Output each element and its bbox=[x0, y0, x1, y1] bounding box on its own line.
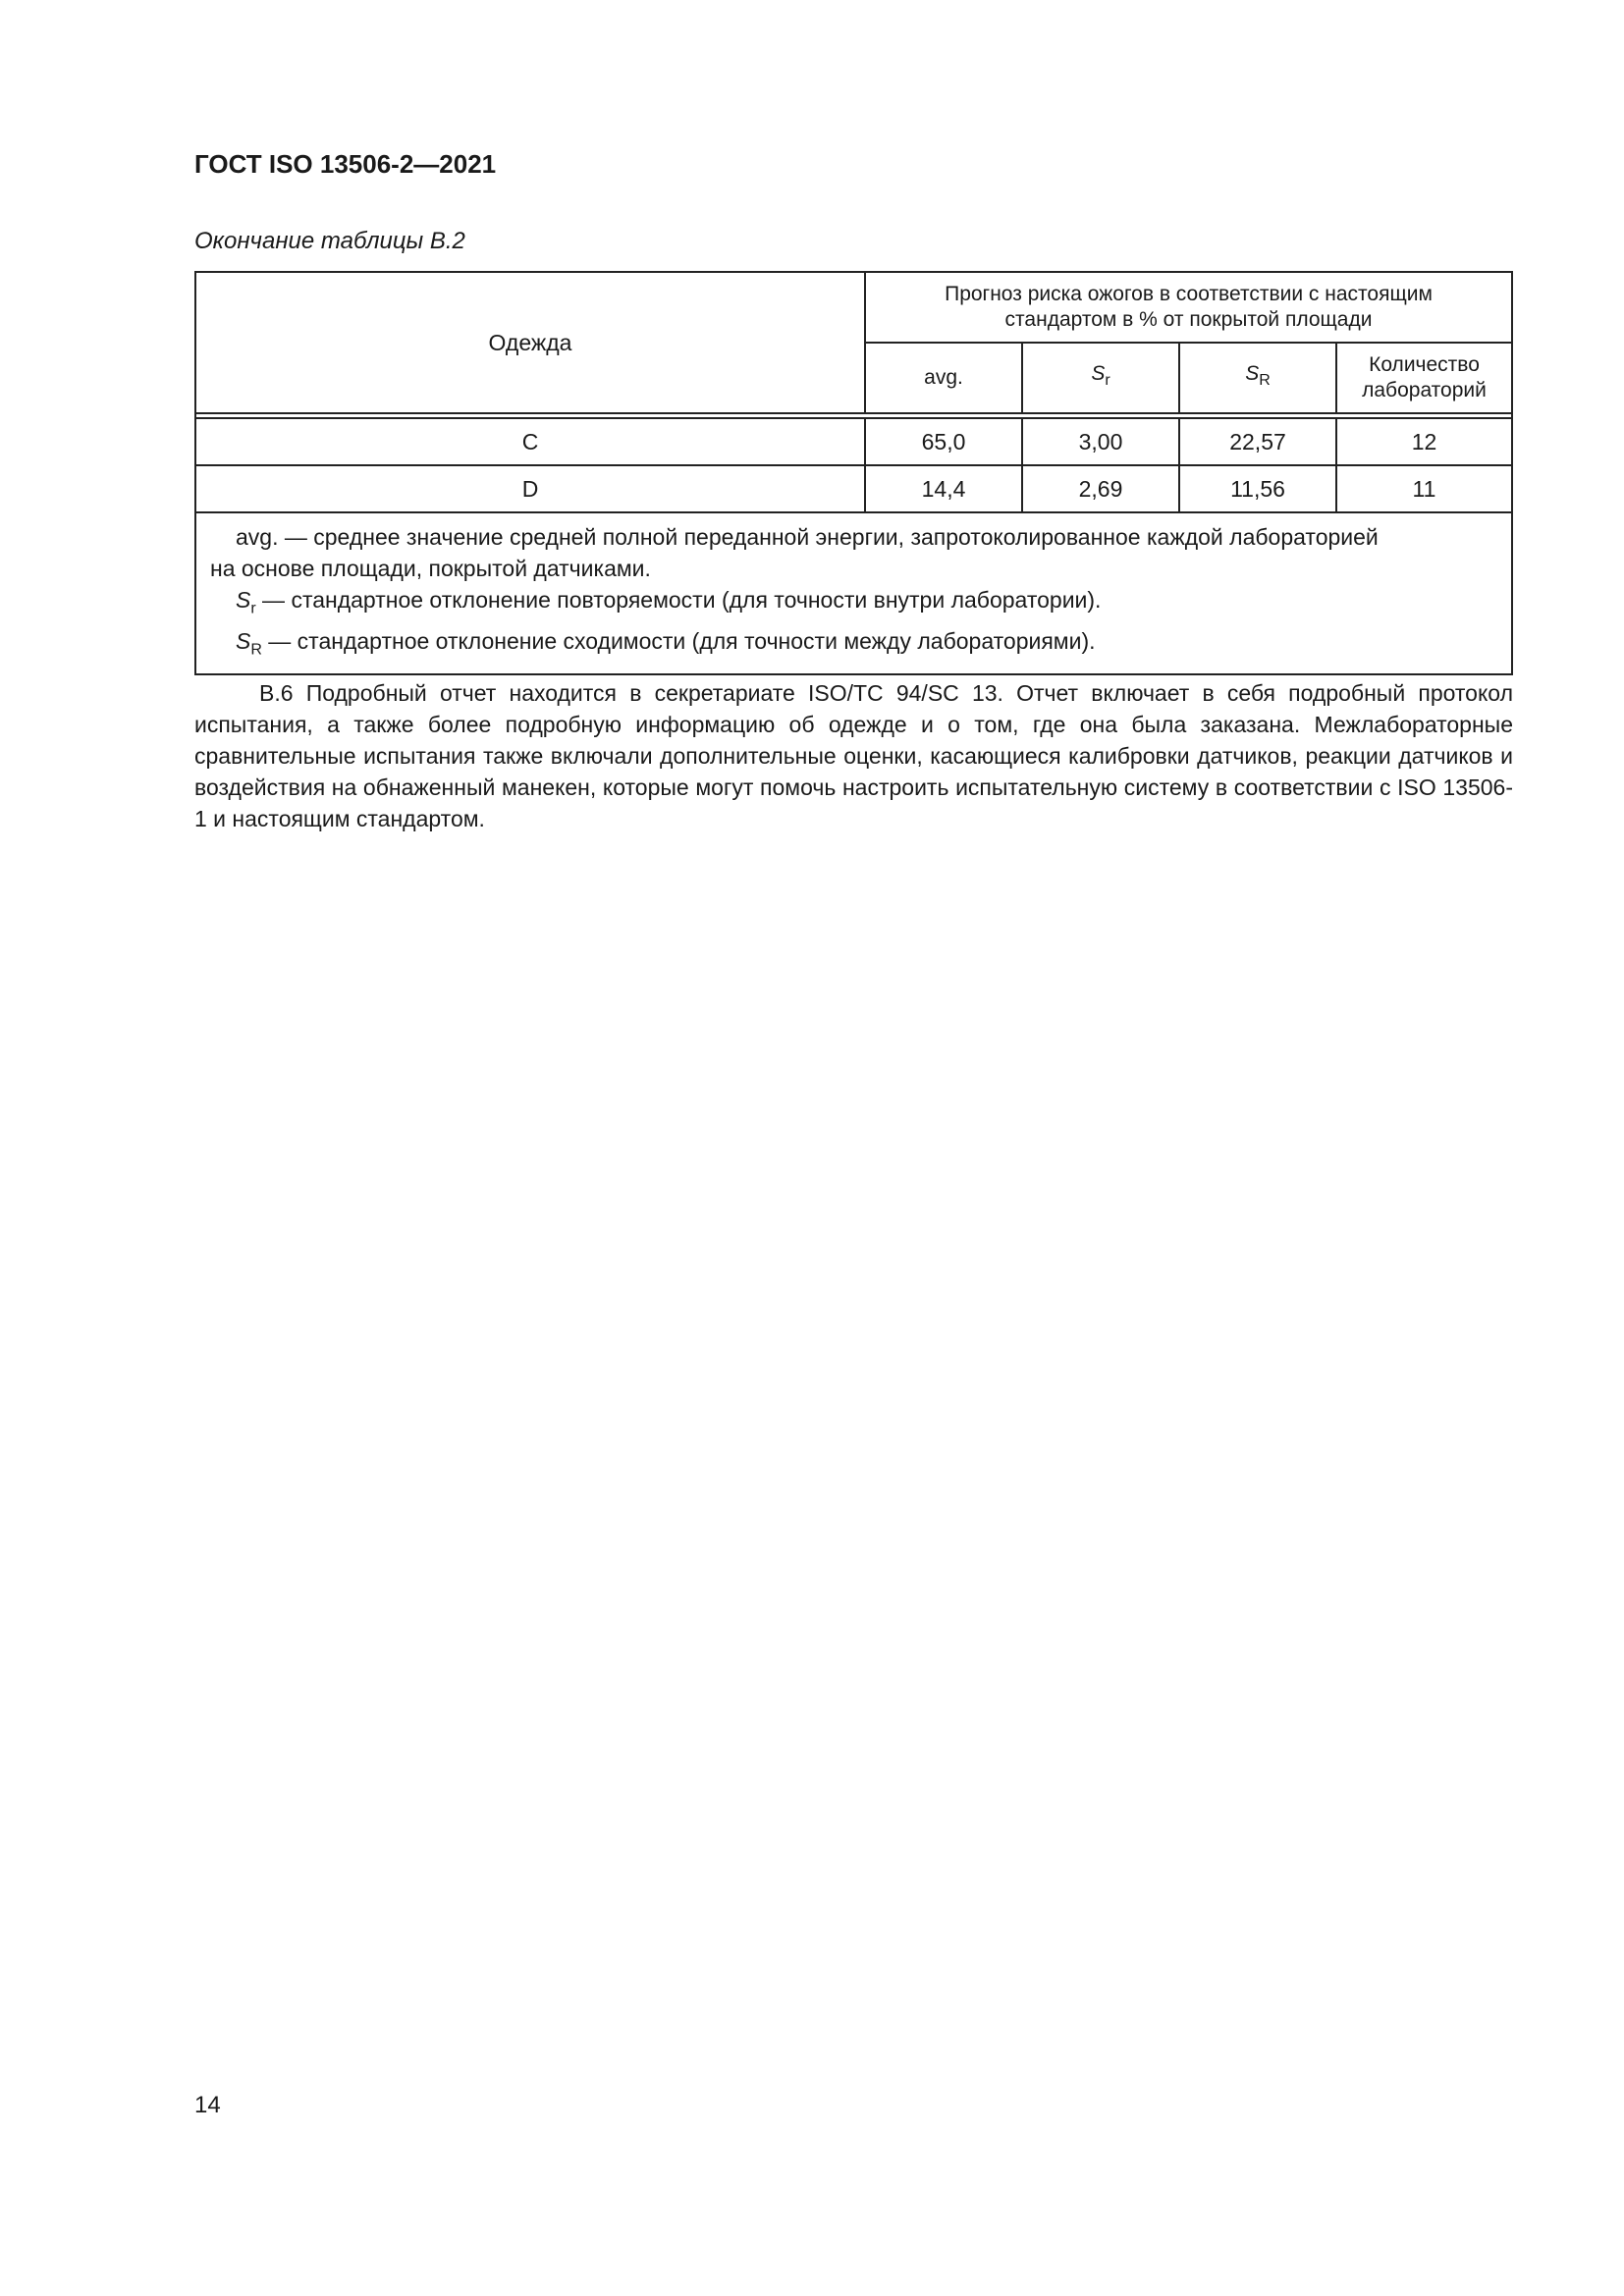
note-sr bbox=[236, 584, 1497, 625]
table-notes-row bbox=[195, 512, 1512, 674]
note-avg-line1: avg. — среднее значение средней полной переданной энергии, запротоколированное каждой лабораторией bbox=[236, 524, 1379, 550]
cell-lab-count: 11 bbox=[1336, 465, 1512, 512]
page-number: 14 bbox=[194, 2092, 221, 2118]
header-burn-risk-line2: стандартом в % от покрытой площади bbox=[1004, 308, 1373, 331]
header-lab-count bbox=[1336, 343, 1512, 413]
cell-sr: 2,69 bbox=[1022, 465, 1179, 512]
header-sR-subscript: R bbox=[1259, 372, 1271, 390]
note-sr-text: — стандартное отклонение повторяемости (для точности внутри лаборатории). bbox=[255, 587, 1102, 613]
header-sr-subscript: r bbox=[1105, 372, 1110, 390]
cell-avg: 65,0 bbox=[865, 418, 1022, 465]
paragraph-text: В.6 Подробный отчет находится в секретариате ISO/TC 94/SC 13. Отчет включает в себя подробный протокол испытания, а также более подробную информацию об одежде и о том, где она была заказана. Межлабораторные сравнительные испытания также включали дополнительные оценки, касающиеся калибровки датчиков, реакции датчиков и воздействия на обнаженный манекен, которые могут помочь настроить испытательную систему в соответствии с ISO 13506-1 и настоящим стандартом. bbox=[194, 680, 1513, 831]
note-avg-line2: на основе площади, покрытой датчиками. bbox=[210, 556, 651, 581]
cell-sR: 22,57 bbox=[1179, 418, 1336, 465]
table-row bbox=[195, 418, 1512, 465]
header-lab-count-line1: Количество bbox=[1369, 353, 1480, 376]
cell-sr: 3,00 bbox=[1022, 418, 1179, 465]
table-notes bbox=[195, 512, 1512, 674]
table-caption: Окончание таблицы В.2 bbox=[194, 228, 465, 254]
header-clothing: Одежда bbox=[195, 272, 865, 413]
header-avg: avg. bbox=[865, 343, 1022, 413]
cell-clothing: D bbox=[195, 465, 865, 512]
document-header: ГОСТ ISO 13506-2—2021 bbox=[194, 149, 497, 179]
note-sr-subscript: r bbox=[250, 600, 256, 617]
header-lab-count-line2: лабораторий bbox=[1362, 379, 1487, 401]
body-paragraph bbox=[194, 677, 1513, 834]
note-sR-subscript: R bbox=[250, 641, 262, 659]
header-sR bbox=[1179, 343, 1336, 413]
note-sR-text: — стандартное отклонение сходимости (для точности между лабораториями). bbox=[261, 627, 1096, 654]
table-row bbox=[195, 465, 1512, 512]
header-burn-risk bbox=[865, 272, 1512, 343]
cell-avg: 14,4 bbox=[865, 465, 1022, 512]
note-sr-symbol: S bbox=[236, 587, 251, 613]
cell-lab-count: 12 bbox=[1336, 418, 1512, 465]
cell-clothing: C bbox=[195, 418, 865, 465]
cell-sR: 11,56 bbox=[1179, 465, 1336, 512]
note-sR-symbol: S bbox=[236, 627, 251, 654]
header-burn-risk-line1: Прогноз риска ожогов в соответствии с настоящим bbox=[945, 283, 1433, 305]
header-sR-symbol: S bbox=[1245, 362, 1260, 386]
results-table bbox=[194, 271, 1513, 675]
header-sr bbox=[1022, 343, 1179, 413]
note-sR bbox=[236, 625, 1497, 667]
header-sr-symbol: S bbox=[1091, 362, 1106, 386]
